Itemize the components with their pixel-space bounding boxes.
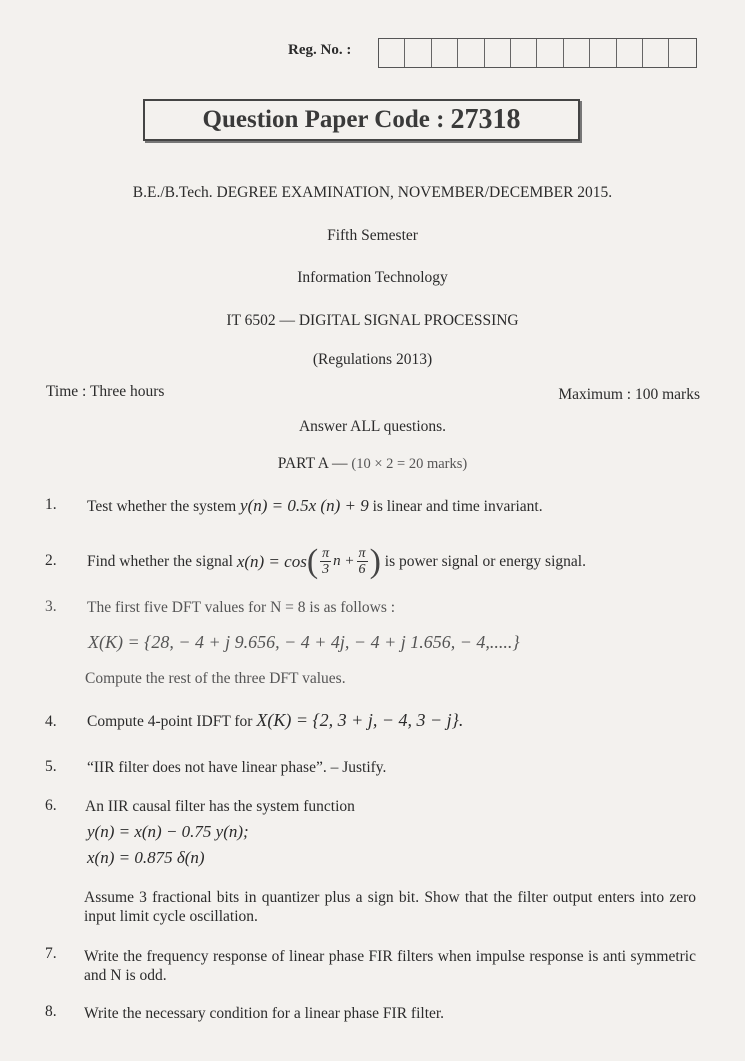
question-8: Write the necessary condition for a linear phase FIR filter. <box>84 1005 445 1022</box>
reg-no-box[interactable] <box>405 39 431 67</box>
reg-no-box[interactable] <box>432 39 458 67</box>
regulations: (Regulations 2013) <box>312 351 433 368</box>
reg-no-box[interactable] <box>537 39 563 67</box>
denominator: 6 <box>358 561 366 577</box>
question-1-text: Test whether the system <box>87 498 237 515</box>
exam-title: B.E./B.Tech. DEGREE EXAMINATION, NOVEMBER/DECEMBER 2015. <box>132 184 613 201</box>
instruction: Answer ALL questions. <box>298 418 447 435</box>
question-7: Write the frequency response of linear phase FIR filters when impulse response is anti symmetric and N is odd. <box>84 948 696 984</box>
semester: Fifth Semester <box>327 227 418 244</box>
question-2-mid: n + <box>333 552 355 569</box>
question-4-text: Compute 4-point IDFT for <box>87 713 253 730</box>
reg-no-label: Reg. No. : <box>288 42 352 58</box>
question-1-number: 1. <box>45 496 57 513</box>
question-5-number: 5. <box>45 758 57 775</box>
reg-no-box[interactable] <box>669 39 695 67</box>
question-2-lhs: x(n) = cos <box>236 551 307 571</box>
question-6-line-2: Assume 3 fractional bits in quantizer plus a sign bit. Show that the filter output enters into zero input limit cycle oscillation. <box>84 889 696 925</box>
part-marks: (10 × 2 = 20 marks) <box>351 456 468 472</box>
close-paren: ) <box>369 542 381 580</box>
reg-no-box[interactable] <box>379 39 405 67</box>
reg-no-box[interactable] <box>564 39 590 67</box>
question-6-number: 6. <box>45 797 57 814</box>
max-marks: Maximum : 100 marks <box>558 386 700 403</box>
question-6-line-1: An IIR causal filter has the system function <box>85 798 355 815</box>
question-2-number: 2. <box>45 552 57 569</box>
department: Information Technology <box>297 269 448 286</box>
reg-no-field[interactable] <box>378 38 697 68</box>
question-8-number: 8. <box>45 1003 57 1020</box>
subject: IT 6502 — DIGITAL SIGNAL PROCESSING <box>226 312 519 329</box>
reg-no-box[interactable] <box>590 39 616 67</box>
question-3-line-1: The first five DFT values for N = 8 is as follows : <box>87 599 396 616</box>
fraction-pi-over-6 <box>357 546 368 577</box>
question-1-text-end: is linear and time invariant. <box>372 498 543 515</box>
open-paren: ( <box>306 542 319 580</box>
time-allowed: Time : Three hours <box>46 383 165 400</box>
question-4 <box>87 711 463 731</box>
reg-no-box[interactable] <box>643 39 669 67</box>
question-3-equation: X(K) = {28, − 4 + j 9.656, − 4 + 4j, − 4 + j 1.656, − 4,.....} <box>88 632 520 652</box>
code-label: Question Paper Code : <box>202 106 445 133</box>
reg-no-box[interactable] <box>511 39 537 67</box>
denominator: 3 <box>322 561 330 577</box>
question-4-equation: X(K) = {2, 3 + j, − 4, 3 − j}. <box>256 710 464 730</box>
question-3-line-3: Compute the rest of the three DFT values. <box>85 670 346 687</box>
reg-no-box[interactable] <box>485 39 511 67</box>
question-2 <box>87 538 586 584</box>
fraction-pi-over-3 <box>320 546 331 577</box>
reg-no-box[interactable] <box>617 39 643 67</box>
numerator: π <box>358 545 366 561</box>
question-6-equation-2: x(n) = 0.875 δ(n) <box>87 848 205 867</box>
question-3-number: 3. <box>45 598 57 615</box>
question-7-number: 7. <box>45 945 57 962</box>
code-value: 27318 <box>450 104 521 135</box>
question-4-number: 4. <box>45 713 57 730</box>
numerator: π <box>322 545 330 561</box>
question-1-equation: y(n) = 0.5x (n) + 9 <box>240 496 369 515</box>
part-label: PART A — <box>277 455 348 472</box>
reg-no-box[interactable] <box>458 39 484 67</box>
question-2-text: Find whether the signal <box>87 552 233 570</box>
question-paper-code-box <box>143 99 580 141</box>
question-2-text-end: is power signal or energy signal. <box>384 552 586 570</box>
question-6-equation-1: y(n) = x(n) − 0.75 y(n); <box>87 822 249 841</box>
part-heading <box>0 455 745 473</box>
question-1 <box>87 496 543 516</box>
question-5: “IIR filter does not have linear phase”. – Justify. <box>87 759 387 776</box>
